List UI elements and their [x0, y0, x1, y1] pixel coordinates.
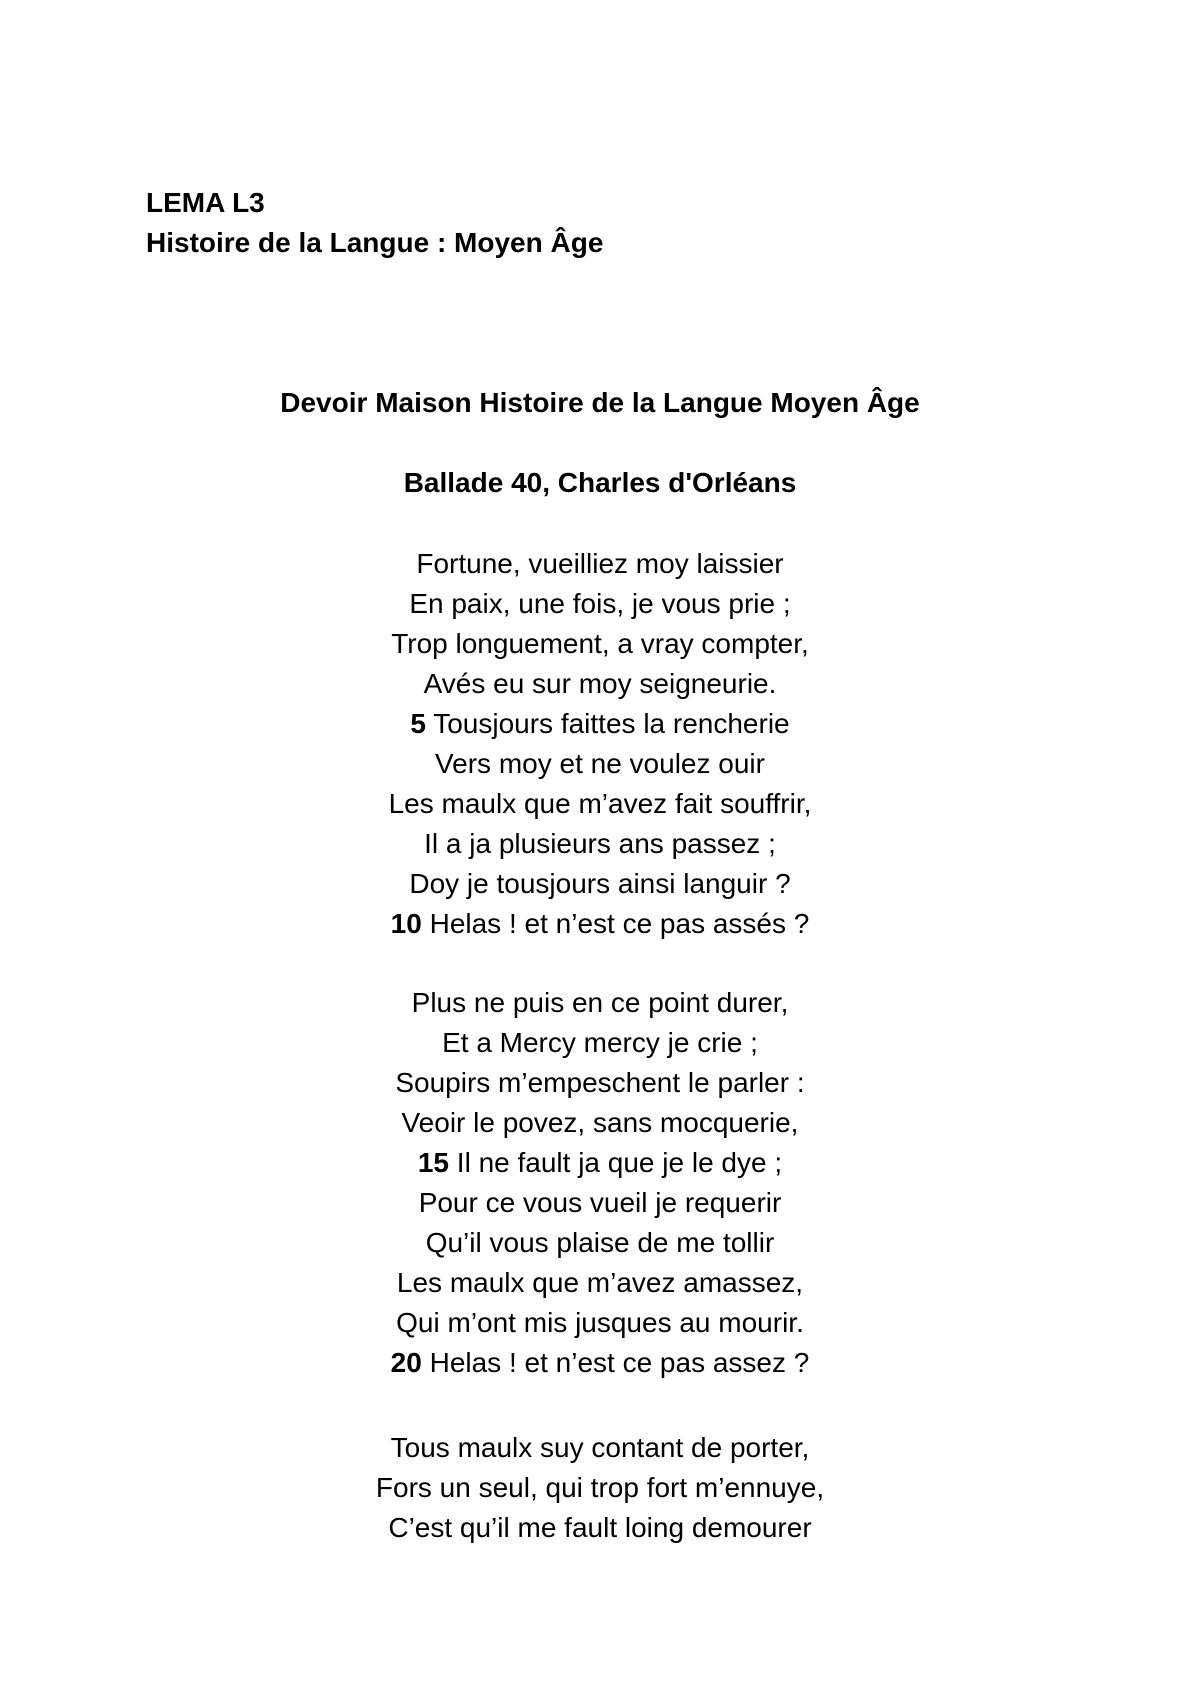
line-text: Doy je tousjours ainsi languir ? [409, 868, 791, 899]
line-text: Tousjours faittes la rencherie [433, 708, 790, 739]
line-text: C’est qu’il me fault loing demourer [388, 1512, 812, 1543]
line-text: Fortune, vueilliez moy laissier [416, 548, 784, 579]
poem-line [0, 1468, 1200, 1508]
poem-line [0, 1508, 1200, 1548]
line-text: Qu’il vous plaise de me tollir [425, 1227, 775, 1258]
poem-line [0, 744, 1200, 784]
line-text: Les maulx que m’avez fait souffrir, [388, 788, 812, 819]
subject-label: Histoire de la Langue : Moyen Âge [146, 227, 604, 258]
line-text: Avés eu sur moy seigneurie. [423, 668, 777, 699]
line-text: Vers moy et ne voulez ouir [435, 748, 765, 779]
poem-line [0, 904, 1200, 944]
line-text: Plus ne puis en ce point durer, [411, 987, 789, 1018]
line-text: Trop longuement, a vray compter, [391, 628, 809, 659]
poem-line [0, 1303, 1200, 1343]
line-text: Helas ! et n’est ce pas assez ? [429, 1347, 810, 1378]
stanza-3 [0, 1428, 1200, 1548]
poem-line [0, 1103, 1200, 1143]
stanza-2 [0, 983, 1200, 1383]
line-number: 10 [390, 908, 422, 939]
poem-line [0, 1023, 1200, 1063]
poem-line [0, 1428, 1200, 1468]
line-text: Et a Mercy mercy je crie ; [442, 1027, 758, 1058]
poem-line [0, 664, 1200, 704]
stanza-1 [0, 544, 1200, 944]
poem-line [0, 784, 1200, 824]
poem-line [0, 864, 1200, 904]
poem-line [0, 1183, 1200, 1223]
poem-line [0, 1263, 1200, 1303]
line-text: Les maulx que m’avez amassez, [396, 1267, 804, 1298]
line-text: Qui m’ont mis jusques au mourir. [396, 1307, 804, 1338]
poem-line [0, 1143, 1200, 1183]
poem-line [0, 584, 1200, 624]
poem-line [0, 544, 1200, 584]
poem-line [0, 1223, 1200, 1263]
line-text: Tous maulx suy contant de porter, [390, 1432, 810, 1463]
document-title: Devoir Maison Histoire de la Langue Moyen Âge [280, 387, 920, 418]
line-number: 5 [410, 708, 426, 739]
poem-line [0, 1063, 1200, 1103]
poem-line [0, 824, 1200, 864]
poem-line [0, 704, 1200, 744]
poem-line [0, 1343, 1200, 1383]
poem-title: Ballade 40, Charles d'Orléans [403, 467, 797, 498]
line-text: Il a ja plusieurs ans passez ; [424, 828, 776, 859]
line-number: 20 [390, 1347, 422, 1378]
line-text: Pour ce vous vueil je requerir [418, 1187, 782, 1218]
poem-line [0, 624, 1200, 664]
line-text: Soupirs m’empeschent le parler : [395, 1067, 805, 1098]
document-header [146, 183, 603, 263]
poem-line [0, 983, 1200, 1023]
line-text: Fors un seul, qui trop fort m’ennuye, [375, 1472, 825, 1503]
line-text: Il ne fault ja que je le dye ; [456, 1147, 783, 1178]
line-number: 15 [417, 1147, 450, 1178]
line-text: Helas ! et n’est ce pas assés ? [429, 908, 810, 939]
line-text: Veoir le povez, sans mocquerie, [401, 1107, 799, 1138]
course-label: LEMA L3 [146, 187, 265, 218]
line-text: En paix, une fois, je vous prie ; [409, 588, 791, 619]
